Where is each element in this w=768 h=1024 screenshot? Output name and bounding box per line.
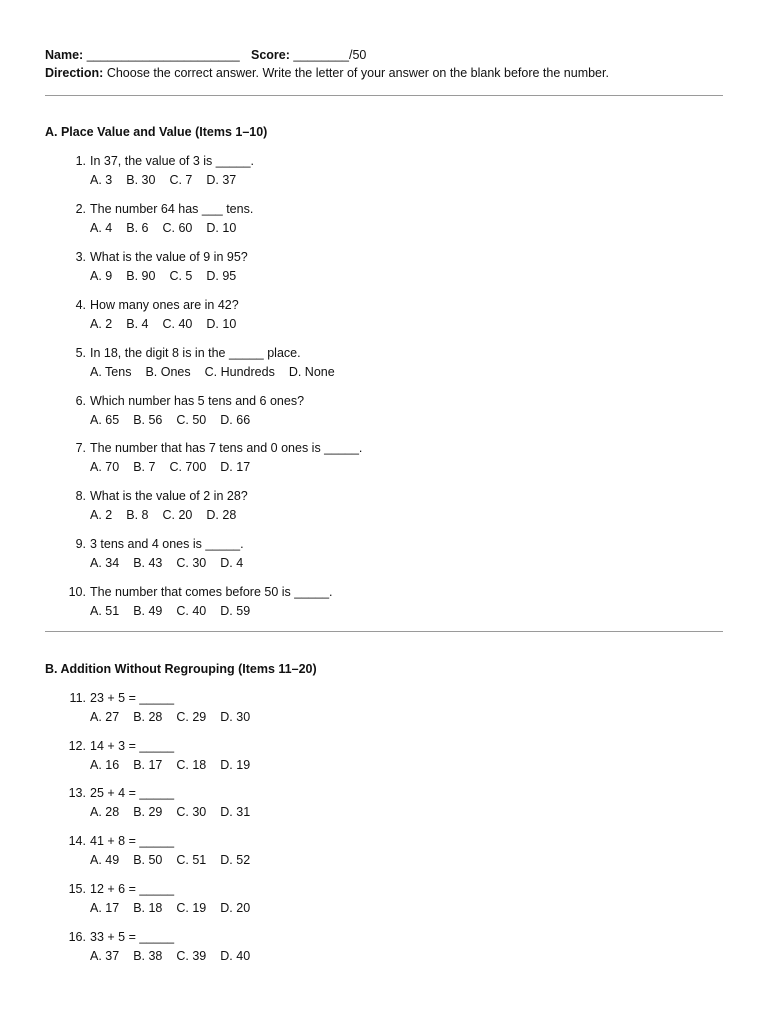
answer-option: A. 51: [90, 604, 120, 618]
answer-options: [90, 711, 250, 724]
answer-options: [90, 950, 250, 963]
answer-option: D. 95: [206, 269, 237, 283]
answer-option: C. 60: [162, 221, 193, 235]
name-blank: ______________________: [86, 48, 240, 62]
answer-options: [90, 461, 250, 474]
direction-line: [45, 67, 609, 80]
question-number: 8.: [75, 489, 86, 503]
divider-middle: [45, 631, 723, 632]
answer-option: A. 9: [90, 269, 113, 283]
answer-option: A. 2: [90, 317, 113, 331]
answer-option: B. Ones: [145, 365, 191, 379]
answer-option: D. 10: [206, 221, 237, 235]
answer-options: [90, 509, 236, 522]
question-number: 14.: [68, 834, 86, 848]
answer-option: A. 34: [90, 556, 120, 570]
answer-option: B. 28: [133, 710, 163, 724]
answer-option: D. 30: [220, 710, 251, 724]
answer-option: D. 20: [220, 901, 251, 915]
answer-option: B. 38: [133, 949, 163, 963]
name-label: Name:: [45, 48, 84, 62]
question-number: 6.: [75, 394, 86, 408]
question-number: 13.: [68, 786, 86, 800]
answer-option: C. 29: [176, 710, 207, 724]
question-text: The number that has 7 tens and 0 ones is _____.: [90, 441, 363, 455]
question-number: 1.: [75, 154, 86, 168]
answer-option: A. 4: [90, 221, 113, 235]
question-number: 10.: [68, 585, 86, 599]
answer-options: [90, 318, 236, 331]
answer-option: C. 700: [169, 460, 207, 474]
answer-option: B. 30: [126, 173, 156, 187]
answer-option: C. 50: [176, 413, 207, 427]
answer-option: B. 29: [133, 805, 163, 819]
score-label: Score:: [251, 48, 290, 62]
answer-option: B. 49: [133, 604, 163, 618]
answer-option: D. 31: [220, 805, 251, 819]
question-text: 23 + 5 = _____: [90, 691, 175, 705]
question-text: What is the value of 9 in 95?: [90, 250, 248, 264]
direction-label: Direction:: [45, 66, 104, 80]
answer-option: A. 16: [90, 758, 120, 772]
answer-option: C. 18: [176, 758, 207, 772]
answer-options: [90, 806, 250, 819]
answer-options: [90, 414, 250, 427]
question-text: What is the value of 2 in 28?: [90, 489, 248, 503]
answer-option: D. 28: [206, 508, 237, 522]
answer-option: C. 30: [176, 556, 207, 570]
question-number: 5.: [75, 346, 86, 360]
answer-options: [90, 222, 236, 235]
answer-option: D. 66: [220, 413, 251, 427]
direction-text: Choose the correct answer. Write the letter of your answer on the blank before the number.: [106, 66, 609, 80]
section-title-a: A. Place Value and Value (Items 1–10): [45, 125, 268, 139]
answer-option: C. 40: [176, 604, 207, 618]
answer-option: D. 17: [220, 460, 251, 474]
answer-option: C. Hundreds: [204, 365, 275, 379]
answer-option: B. 56: [133, 413, 163, 427]
answer-option: A. 27: [90, 710, 120, 724]
answer-option: C. 20: [162, 508, 193, 522]
section-title-b: B. Addition Without Regrouping (Items 11–20): [45, 662, 317, 676]
question-text: In 18, the digit 8 is in the _____ place.: [90, 346, 301, 360]
question-number: 16.: [68, 930, 86, 944]
question-number: 7.: [75, 441, 86, 455]
answer-option: D. 59: [220, 604, 251, 618]
answer-option: A. 70: [90, 460, 120, 474]
answer-option: A. 28: [90, 805, 120, 819]
answer-option: B. 6: [126, 221, 149, 235]
question-number: 4.: [75, 298, 86, 312]
question-text: 41 + 8 = _____: [90, 834, 175, 848]
answer-options: [90, 270, 236, 283]
answer-option: D. 40: [220, 949, 251, 963]
score-group: [251, 49, 366, 62]
answer-option: C. 51: [176, 853, 207, 867]
answer-option: A. 65: [90, 413, 120, 427]
question-text: 14 + 3 = _____: [90, 739, 175, 753]
question-text: In 37, the value of 3 is _____.: [90, 154, 255, 168]
score-blank: ________/50: [293, 48, 367, 62]
answer-option: B. 17: [133, 758, 163, 772]
answer-options: [90, 854, 250, 867]
answer-option: C. 39: [176, 949, 207, 963]
answer-option: B. 50: [133, 853, 163, 867]
answer-option: A. 3: [90, 173, 113, 187]
answer-option: B. 90: [126, 269, 156, 283]
question-text: 25 + 4 = _____: [90, 786, 175, 800]
answer-options: [90, 759, 250, 772]
question-text: The number 64 has ___ tens.: [90, 202, 254, 216]
answer-option: A. Tens: [90, 365, 132, 379]
question-number: 3.: [75, 250, 86, 264]
answer-option: D. 19: [220, 758, 251, 772]
question-text: 3 tens and 4 ones is _____.: [90, 537, 244, 551]
answer-options: [90, 366, 335, 379]
divider-top: [45, 95, 723, 96]
answer-option: B. 8: [126, 508, 149, 522]
answer-option: C. 40: [162, 317, 193, 331]
answer-option: D. 4: [220, 556, 244, 570]
question-number: 11.: [69, 691, 86, 705]
answer-option: D. 52: [220, 853, 251, 867]
answer-options: [90, 557, 243, 570]
answer-options: [90, 174, 236, 187]
question-number: 12.: [68, 739, 86, 753]
answer-option: D. 10: [206, 317, 237, 331]
answer-option: C. 5: [169, 269, 193, 283]
question-text: 33 + 5 = _____: [90, 930, 175, 944]
answer-option: C. 30: [176, 805, 207, 819]
question-text: How many ones are in 42?: [90, 298, 239, 312]
answer-option: B. 43: [133, 556, 163, 570]
answer-option: B. 18: [133, 901, 163, 915]
question-text: 12 + 6 = _____: [90, 882, 175, 896]
header-name-score: [45, 48, 367, 62]
answer-options: [90, 605, 250, 618]
question-text: Which number has 5 tens and 6 ones?: [90, 394, 305, 408]
question-number: 15.: [68, 882, 86, 896]
answer-option: C. 7: [169, 173, 193, 187]
answer-option: A. 49: [90, 853, 120, 867]
answer-option: C. 19: [176, 901, 207, 915]
question-number: 2.: [75, 202, 86, 216]
question-number: 9.: [75, 537, 86, 551]
answer-option: A. 17: [90, 901, 120, 915]
answer-option: B. 4: [126, 317, 149, 331]
answer-option: B. 7: [133, 460, 156, 474]
answer-option: D. 37: [206, 173, 237, 187]
answer-option: A. 2: [90, 508, 113, 522]
answer-option: D. None: [288, 365, 335, 379]
answer-option: A. 37: [90, 949, 120, 963]
answer-options: [90, 902, 250, 915]
question-text: The number that comes before 50 is _____.: [90, 585, 333, 599]
